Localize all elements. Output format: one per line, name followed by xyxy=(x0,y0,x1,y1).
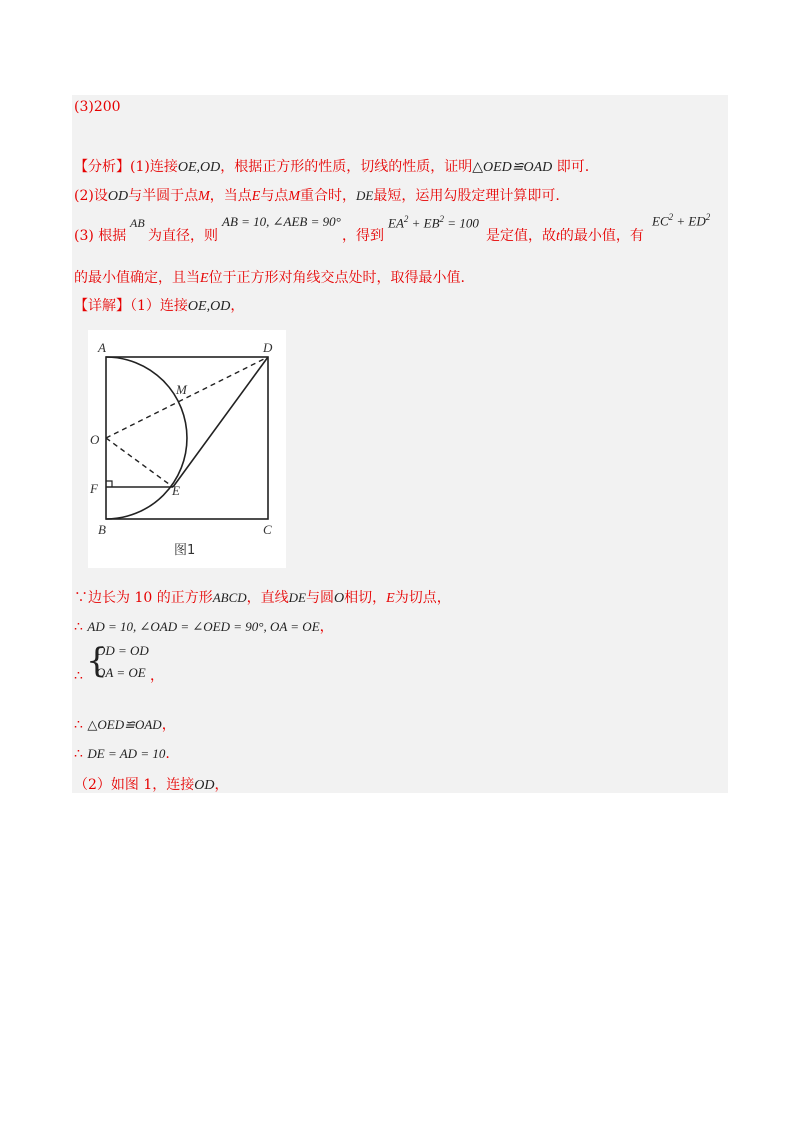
analysis-text: (3) 根据 xyxy=(74,228,127,244)
math-expression: DE = AD = 10 xyxy=(87,746,166,761)
math-var: t xyxy=(556,229,560,244)
proof-text: 为切点， xyxy=(394,590,451,606)
math-expression: AD = 10, ∠OAD = ∠OED = 90°, OA = OE xyxy=(87,619,320,634)
analysis-text: ，得到 xyxy=(342,228,384,244)
analysis-text: 的最小值确定，且当 xyxy=(74,270,200,286)
proof-text: ， xyxy=(161,717,176,733)
analysis-line-2 xyxy=(74,186,560,207)
detail-text: ， xyxy=(230,298,245,314)
proof-text: （2）如图 1，连接 xyxy=(74,777,195,793)
analysis-text: ，根据正方形的性质，切线的性质，证明 xyxy=(220,159,473,175)
analysis-text: 与半圆于点 xyxy=(128,188,199,204)
proof-text: 与圆 xyxy=(306,590,335,606)
label-D: D xyxy=(263,340,273,355)
label-C: C xyxy=(263,522,272,537)
system-eq-1: OD = OD xyxy=(96,643,149,658)
math-congruence: △OED≌OAD xyxy=(87,717,162,732)
label-A: A xyxy=(98,340,106,355)
system-eq-2: OA = OE xyxy=(96,665,146,680)
math-var: E xyxy=(200,271,209,286)
math-term: + EB xyxy=(408,215,440,231)
math-EA-EB xyxy=(388,214,479,231)
answer-3: (3)200 xyxy=(74,99,121,115)
label-F: F xyxy=(90,481,98,496)
analysis-text: 重合时， xyxy=(299,188,356,204)
math-var: DE xyxy=(355,188,374,203)
detail-tag: 【详解】 xyxy=(74,298,130,314)
analysis-text: 是定值，故 xyxy=(486,228,556,244)
label-B: B xyxy=(98,522,106,537)
analysis-text: 与点 xyxy=(260,188,289,204)
figure-caption: 图1 xyxy=(174,543,196,558)
math-EC-ED xyxy=(652,212,710,229)
math-var: OD xyxy=(194,778,215,793)
math-var: OD xyxy=(107,189,129,204)
math-term: EA xyxy=(388,215,404,231)
math-var: M xyxy=(198,189,210,204)
math-var: DE xyxy=(288,590,307,605)
math-var: OE,OD xyxy=(187,299,231,314)
proof-text: ， xyxy=(214,777,229,793)
proof-text: ， xyxy=(150,668,164,684)
proof-text: 相切， xyxy=(344,590,387,606)
proof-line-6 xyxy=(74,775,229,796)
label-O: O xyxy=(90,432,100,447)
math-sup: 2 xyxy=(439,214,445,224)
analysis-text: 即可. xyxy=(552,159,590,175)
analysis-line-3 xyxy=(74,226,126,246)
math-var: ABCD xyxy=(212,590,247,605)
math-var: E xyxy=(251,189,261,204)
analysis-line-3b xyxy=(486,226,644,247)
proof-line-1 xyxy=(74,588,451,609)
label-E: E xyxy=(172,483,180,498)
math-var: M xyxy=(288,189,300,204)
analysis-line-4 xyxy=(74,268,465,289)
math-var: O xyxy=(334,591,345,606)
therefore-symbol: ∴ xyxy=(74,717,83,733)
math-AB-AEB: AB = 10, ∠AEB = 90° xyxy=(222,214,341,229)
proof-text: ，直线 xyxy=(246,590,289,606)
analysis-line-1 xyxy=(74,157,589,178)
proof-text: ， xyxy=(319,619,334,635)
math-term: EC xyxy=(652,213,669,229)
figure-1 xyxy=(88,330,286,568)
math-var: E xyxy=(386,591,395,606)
math-term: + ED xyxy=(673,213,706,229)
label-M: M xyxy=(176,382,187,397)
analysis-text: 为直径，则 xyxy=(148,228,218,244)
analysis-text: (2)设 xyxy=(74,188,108,204)
math-sup: 2 xyxy=(403,214,409,224)
analysis-text: 位于正方形对角线交点处时，取得最小值. xyxy=(208,270,466,286)
analysis-tag: 【分析】 xyxy=(74,159,130,175)
proof-text: . xyxy=(165,746,170,762)
math-sup: 2 xyxy=(668,212,674,222)
proof-text: ∵边长为 10 的正方形 xyxy=(74,590,213,606)
math-congruence: △OED≌OAD xyxy=(472,160,553,175)
proof-therefore-3: ∴ xyxy=(74,668,83,684)
detail-text: （1）连接 xyxy=(130,298,188,314)
proof-line-5 xyxy=(74,744,170,764)
proof-line-2 xyxy=(74,617,334,637)
math-term: = 100 xyxy=(444,215,479,231)
analysis-text: ，当点 xyxy=(209,188,252,204)
analysis-text: 最短，运用勾股定理计算即可. xyxy=(373,188,560,204)
therefore-symbol: ∴ xyxy=(74,619,83,635)
brace-icon: { xyxy=(86,641,108,681)
therefore-symbol: ∴ xyxy=(74,746,83,762)
proof-line-4 xyxy=(74,715,176,735)
math-sup: 2 xyxy=(705,212,711,222)
analysis-text: (1)连接 xyxy=(130,159,178,175)
math-AB: AB xyxy=(130,216,145,230)
analysis-text: 的最小值，有 xyxy=(559,228,644,244)
detail-line-1 xyxy=(74,296,244,317)
math-var: OE,OD xyxy=(177,160,221,175)
